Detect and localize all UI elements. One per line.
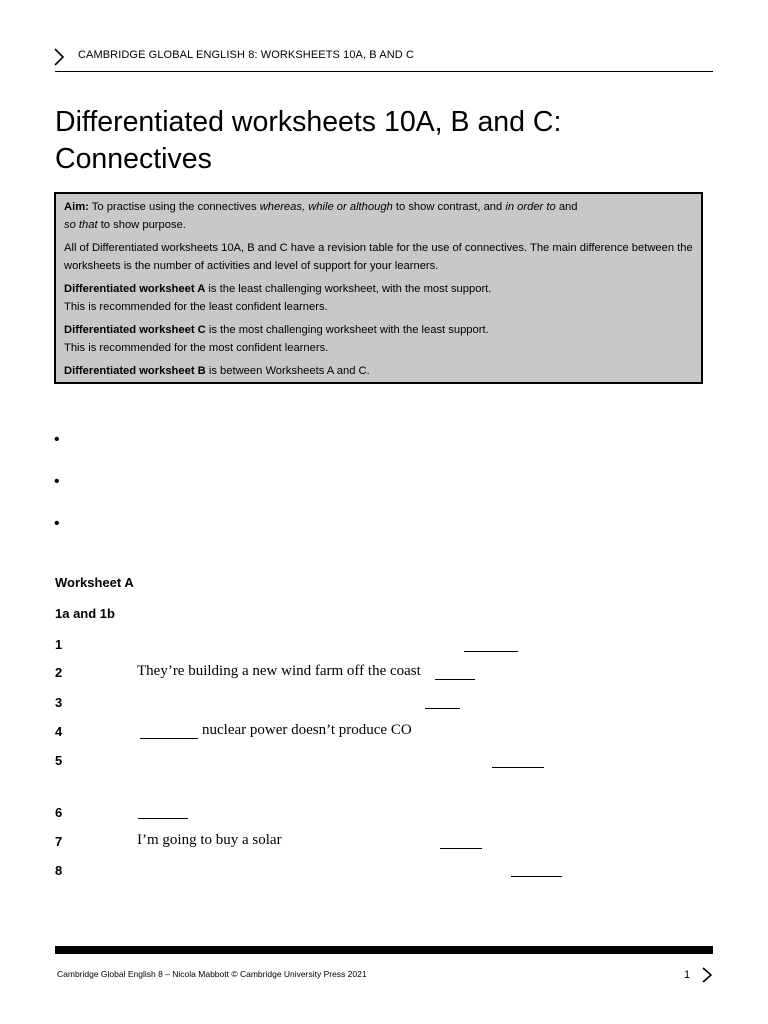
item-sentence: I’m going to buy a solar: [137, 832, 282, 848]
answer-blank: [435, 679, 475, 680]
aim-text: and: [555, 201, 578, 213]
page-title-line-1: Differentiated worksheets 10A, B and C:: [55, 106, 562, 138]
page-title-line-2: Connectives: [55, 143, 212, 175]
footer-credit: Cambridge Global English 8 – Nicola Mabbott © Cambridge University Press 2021: [57, 969, 367, 979]
answer-blank: [511, 876, 562, 877]
worksheet-c-note: This is recommended for the most confident learners.: [64, 341, 329, 354]
worksheet-a-paragraph: [64, 281, 693, 316]
item-number: 7: [55, 834, 63, 849]
bullet-point: •: [54, 473, 60, 490]
aim-paragraph: [64, 199, 693, 234]
aim-text: To practise using the connectives: [88, 201, 260, 213]
next-page-chevron-icon[interactable]: [701, 966, 713, 984]
footer-bar: [55, 946, 713, 954]
answer-blank: [464, 651, 518, 652]
item-number: 4: [55, 724, 63, 739]
worksheet-a-label: Differentiated worksheet A: [64, 283, 206, 295]
aim-text: to show contrast, and: [392, 201, 506, 213]
worksheet-b-label: Differentiated worksheet B: [64, 365, 206, 377]
item-number: 8: [55, 863, 63, 878]
chevron-right-icon: [52, 47, 66, 67]
aim-box: [54, 192, 703, 384]
overview-paragraph: All of Differentiated worksheets 10A, B and C have a revision table for the use of connectives. The main difference between the worksheets is the number of activities and level of support for your learners.: [64, 242, 693, 272]
activity-subheading: 1a and 1b: [55, 606, 115, 621]
bullet-point: •: [54, 431, 60, 448]
aim-italic: in order to: [505, 201, 556, 213]
worksheet-a-text: is the least challenging worksheet, with the most support.: [205, 283, 492, 295]
worksheet-c-text: is the most challenging worksheet with the least support.: [205, 324, 489, 336]
item-number: 6: [55, 805, 63, 820]
aim-italic: so that: [64, 218, 98, 231]
page-title: [55, 104, 715, 178]
running-header: CAMBRIDGE GLOBAL ENGLISH 8: WORKSHEETS 10A, B AND C: [78, 49, 415, 61]
answer-blank: [440, 848, 482, 849]
aim-label: Aim:: [64, 201, 89, 213]
aim-text: to show purpose.: [97, 218, 186, 231]
answer-blank: [140, 738, 198, 739]
header-divider: [55, 71, 713, 72]
item-number: 1: [55, 637, 63, 652]
item-sentence: nuclear power doesn’t produce CO: [202, 722, 412, 738]
item-number: 5: [55, 753, 63, 768]
item-sentence: They’re building a new wind farm off the coast: [137, 663, 421, 679]
answer-blank: [425, 708, 460, 709]
item-number: 2: [55, 665, 63, 680]
bullet-point: •: [54, 515, 60, 532]
item-number: 3: [55, 695, 63, 710]
worksheet-c-label: Differentiated worksheet C: [64, 324, 206, 336]
answer-blank: [492, 767, 544, 768]
worksheet-heading: Worksheet A: [55, 575, 134, 590]
answer-blank: [138, 818, 188, 819]
worksheet-a-note: This is recommended for the least confident learners.: [64, 300, 328, 313]
page-number: 1: [684, 969, 691, 981]
worksheet-b-paragraph: [64, 363, 693, 381]
worksheet-c-paragraph: [64, 322, 693, 357]
aim-italic: whereas, while or although: [259, 201, 393, 213]
worksheet-b-text: is between Worksheets A and C.: [205, 365, 370, 377]
